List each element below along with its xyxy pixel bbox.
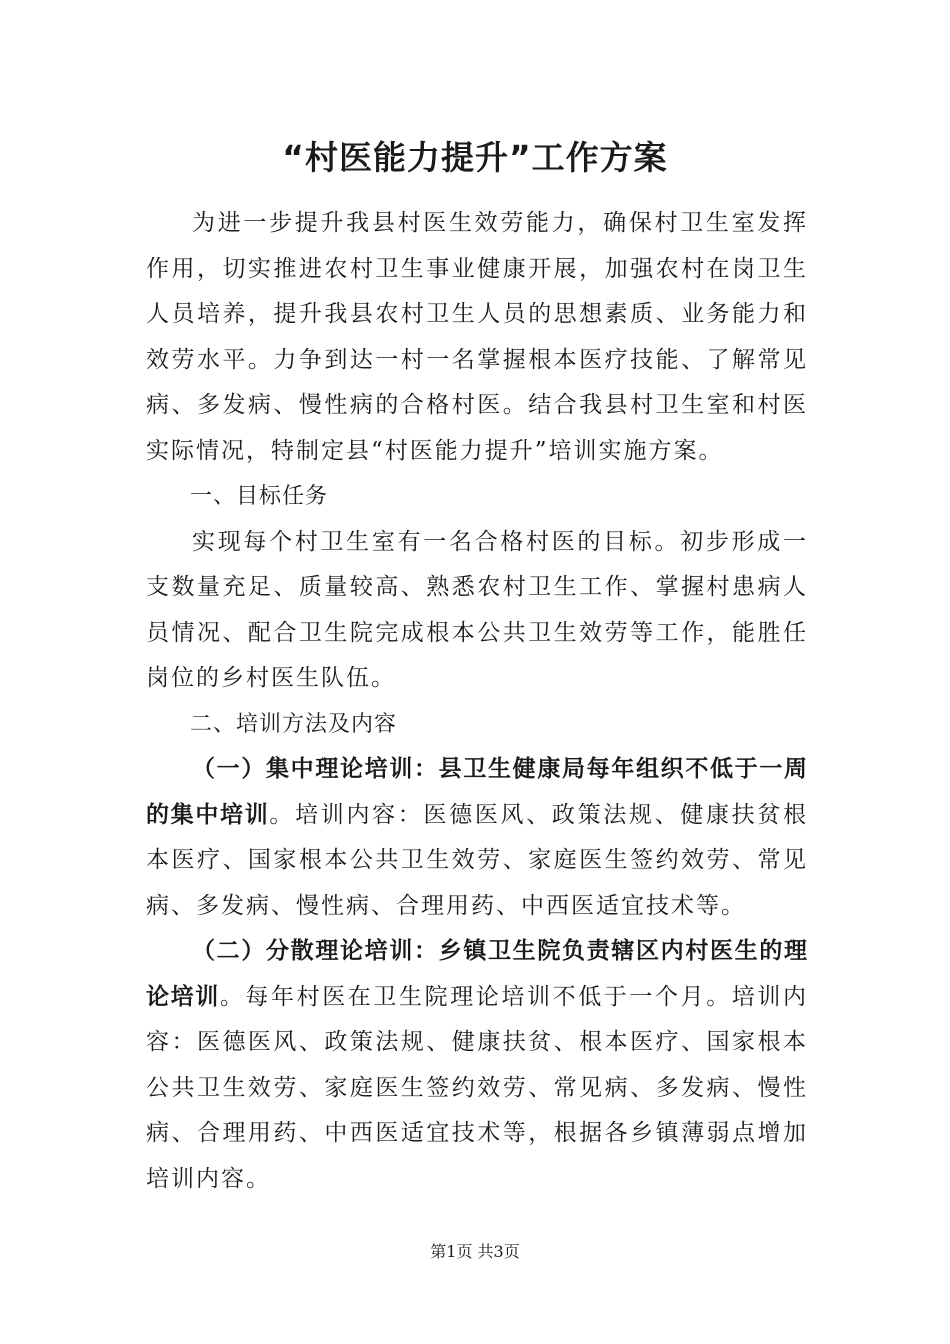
training-item-centralized-text: 。培训内容：医德医风、政策法规、健康扶贫根本医疗、国家根本公共卫生效劳、家庭医生签约效劳、常见病、多发病、慢性病、合理用药、中西医适宜技术等。 (146, 801, 809, 919)
section-heading-training: 二、培训方法及内容 (190, 711, 398, 737)
goals-paragraph: 实现每个村卫生室有一名合格村医的目标。初步形成一支数量充足、质量较高、熟悉农村卫生工作、掌握村患病人员情况、配合卫生院完成根本公共卫生效劳等工作，能胜任岗位的乡村医生队伍。 (146, 528, 808, 691)
training-item-distributed-lead: （二）分散理论培训：乡镇卫生院负责辖区内村医生的理论培训 (146, 938, 808, 1010)
training-item-distributed-text: 。每年村医在卫生院理论培训不低于一个月。培训内容：医德医风、政策法规、健康扶贫、根本医疗、国家根本公共卫生效劳、家庭医生签约效劳、常见病、多发病、慢性病、合理用药、中西医适宜技术等，根据各乡镇薄弱点增加培训内容。 (146, 983, 809, 1192)
training-item-centralized (146, 747, 808, 929)
page-footer: 第1页 共3页 (430, 1242, 520, 1261)
document-title: “村医能力提升”工作方案 (282, 138, 668, 177)
document-body (146, 201, 808, 1202)
section-heading-goals: 一、目标任务 (190, 484, 329, 509)
intro-paragraph: 为进一步提升我县村医生效劳能力，确保村卫生室发挥作用，切实推进农村卫生事业健康开展，加强农村在岗卫生人员培养，提升我县农村卫生人员的思想素质、业务能力和效劳水平。力争到达一村一名掌握根本医疗技能、了解常见病、多发病、慢性病的合格村医。结合我县村卫生室和村医实际情况，特制定县“村医能力提升”培训实施方案。 (146, 210, 808, 464)
training-item-distributed (146, 929, 808, 1202)
training-item-centralized-lead: （一）集中理论培训：县卫生健康局每年组织不低于一周的集中培训 (146, 756, 808, 828)
